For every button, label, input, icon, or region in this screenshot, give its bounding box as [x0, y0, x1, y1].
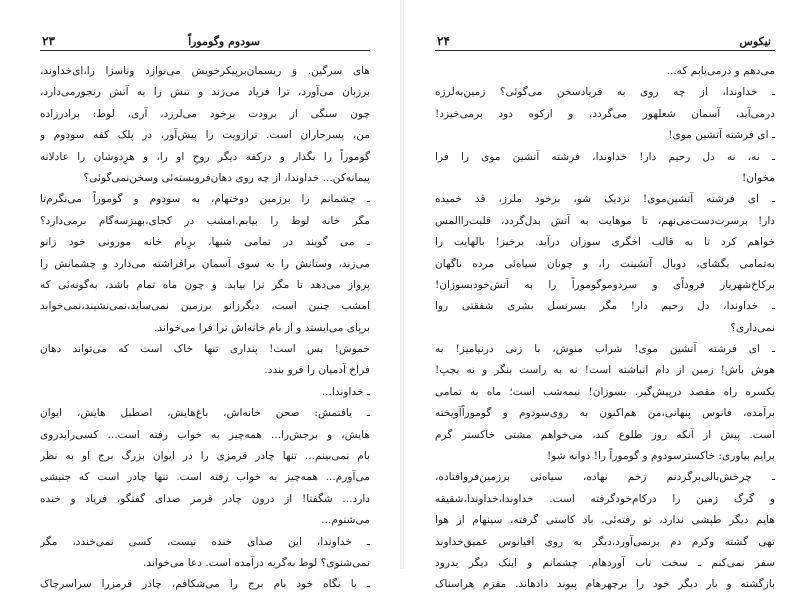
text-line: ـ خداوندا، دل رحیم دار! مگر بسرنسل بشری شفقتی روا [435, 300, 775, 313]
text-line: ـ چشمانم را برزمین دوختهام، به سودوم و گوموراً می‌نگرم‌تا [40, 193, 370, 206]
page-body [40, 61, 370, 596]
text-line: یکسره راه مقصد درپیش‌گیر. بسوزان! نیمه‌شب است؛ ماه به تمامی [435, 385, 775, 398]
text-line: برآمده، فانوس پنهانی،من هم‌اکنون به روی‌سودوم و گوموراًآویخته [435, 407, 775, 420]
text-line: سفر نمی‌کنم ـ سخت تاب آوردهام. چشمانم و اینک دیگر بدرود [435, 556, 775, 569]
text-line: برپای می‌ایستد و از بام خانه‌اش ترا فرا می‌خواند. [154, 321, 370, 334]
text-line: برکاخ‌شهریار فروداًی و سردوموگوموراً را به آتش‌خودبسوزان! [435, 278, 775, 291]
text-line: پیمانه‌کن... خداوندا، از چه روی دهان‌فروبسته‌ئی وسخن‌نمی‌گوئی؟ [83, 171, 370, 184]
text-line: هوش باش! زمین از دام انباشته است! نه به راست بنگر و نه بچپ! [435, 364, 775, 377]
text-line: و گرگ زمین را درکام‌خودگرفته است. خداوندا،خداوندا،شقیقه [435, 492, 775, 505]
text-line: ـ ای فرشته آتشین‌موی! نزدیک شو، برخود ملرز، قد خمیده [435, 193, 775, 206]
page-number: ۲۳ [42, 34, 55, 48]
page-body [435, 61, 775, 596]
right-page [435, 32, 775, 591]
text-line: دارد... شگفتا! از درون چادر قرمز صدای گفتگو، فریاد و خنده [40, 492, 370, 505]
text-line: نمی‌داری؟ [730, 321, 775, 334]
text-line: ـ خداوندا، از چه روی به فریادسخن می‌گوئی؟ زمین‌به‌لرزه [435, 86, 775, 99]
text-line: ـ خداوندا... [321, 385, 370, 398]
text-line: هایم دیگر طپشی ندارد، تو رفته‌ئی. باد کاستی گرفته، سینهام از هوا [435, 514, 775, 527]
running-title: سودوم وگوموراً [188, 35, 260, 48]
text-line: مگر خانه لوط را بیابم.امشب در کجای،بهبزسه‌گام برمی‌دارد؟ [40, 214, 370, 227]
page-header [435, 32, 775, 51]
text-line: بازگشته و بار دیگر خود را برچهرهام پیوند دادهاند. مفزم هراسناک [435, 578, 775, 591]
text-line: نمی‌شنوی؟ لوط به‌گریه درآمده است. دعا می‌خواند. [143, 556, 370, 569]
text-line: چون سنگی از برودت برخود می‌لرزد، آری، لوط: برادرزاده [40, 107, 370, 120]
text-line: درمی‌آید، آسمان شعلهور می‌گردد، و ازکوه دود برمی‌خیزد! [435, 107, 775, 120]
page-number: ۲۴ [437, 34, 450, 48]
text-line: می‌دهم و درمی‌یابم که... [666, 65, 775, 77]
text-line: ـ یافتمش: صحن خانه‌اش، باغ‌هایش، اصطبل هایش، ایوان [40, 407, 370, 420]
text-line: ـ خداوندا، این صدای خنده نیست، کسی نمی‌خندد، مگر [40, 535, 370, 548]
text-line: است. پیش از آنکه روز طلوع کند، می‌خواهم مشتی خاکستر گرم [435, 428, 775, 441]
text-line: به‌تمامی بگشای، دوبال آتشینت را، و چونان سیاه‌ئی مرده ناگهان [435, 257, 775, 270]
book-gutter [400, 0, 404, 569]
text-line: ـ با نگاه خود بام برج را می‌شکافم، چادر قرمزرا سراسرچاک [40, 578, 370, 591]
left-page [40, 32, 370, 591]
text-line: بام نمی‌بینم... تنها چادر قرمزی را در ایوان بزرگ برج او به نظر [40, 450, 370, 463]
text-line: ـ می گویند در تمامی شبها، برِبام خانه مورونی خود زانو [40, 236, 370, 249]
text-line: گوموراً را بگذار و درکفه دیگر روحِ او را، و هرِدوشان را عادلانه [40, 150, 370, 163]
text-line: ـ ای فرشته آتشین موی! [668, 129, 775, 142]
text-line: امشب چنین است، دیگرزانو برزمین نمی‌ساید،نمی‌نشیند،نمی‌خوابد [40, 300, 370, 313]
text-line: می‌زند، وستانش را به سوی آسمان برافراشته می‌دارد و چشمانش را [40, 257, 370, 270]
page-header [40, 32, 370, 51]
text-line: فراخ آدمیان را فرو بندد. [264, 364, 370, 377]
text-line: ـ نه، نه دل رحیم دار! خداوندا، فرشته آتشین موی را فرا [435, 150, 775, 163]
text-line: های سرگین. وَ ریسمان‌برپیکرخویش می‌نوازد وناسزا را،‌ای‌خداوند، [40, 65, 370, 77]
text-line: برایم بیاوری: خاکسترسودوم و گوموراً را! دوانه شو! [547, 450, 775, 463]
text-line: پرواز می‌دهد تا مگر ترا بیابد. و چون ماه تمام باشد، به‌گونه‌ئی که [40, 278, 370, 291]
text-line: هایش، و برجش‌را... همه‌چیز به خواب رفته است... کسی‌رابدروی [40, 428, 370, 441]
text-line: خواهم کرد تا به قالب اخگری سوزان درآید. برخیز! بالهایت را [435, 236, 775, 249]
running-title: نیکوس [739, 35, 771, 48]
text-line: مخوان! [742, 171, 775, 184]
text-line: خموش! بس است! پنداری تنها خاک است که می‌تواند دهان [40, 343, 370, 356]
text-line: ـ ای فرشته آتشین موی! شراب منوش، با زنی درنیامیز! به [435, 343, 775, 356]
text-line: برزبان می‌آورد، ترا فریاد می‌زند و تنش را به آتش رنجورمی‌دارد، [40, 86, 370, 99]
text-line: می‌شنوم... [321, 514, 370, 527]
text-line: می‌آورم... همه‌چیز به خواب رفته است. تنها چادر است که جنبشی [40, 471, 370, 484]
text-line: من، پسرحاران است. ترازویت را پیش‌آور، در پلک کفه سودوم و [40, 129, 370, 142]
text-line: تهی گشته وکرم دم برنمی‌آورد،دیگر به روی اقیانوس عمیق‌خداوند [435, 535, 775, 548]
text-line: ـ چرخش‌بالی‌برگردنم زخم نهاده، سیاه‌ئی برزمین‌فروافتاده، [435, 471, 775, 484]
text-line: دار! برسرت‌دست‌می‌نهم، تا موهایت به آتش بدل‌گردد، قلبت‌راالمس [435, 214, 775, 227]
